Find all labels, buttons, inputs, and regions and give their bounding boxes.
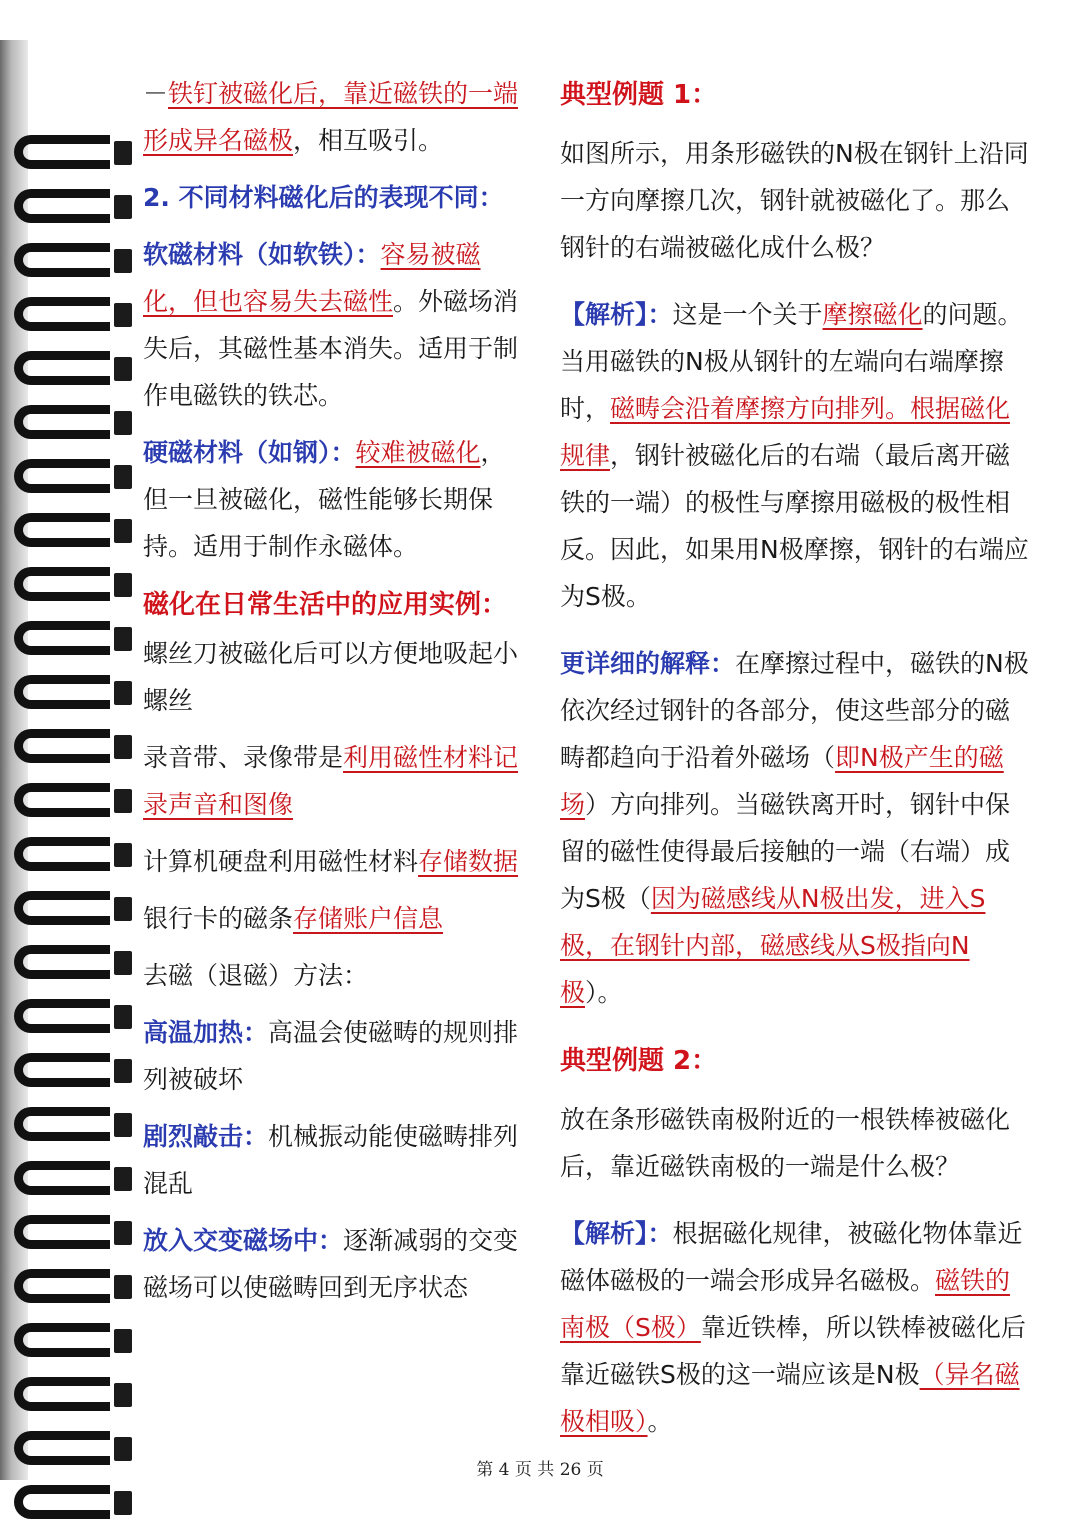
binding-ring (14, 351, 132, 385)
soft-label: 软磁材料（如软铁）： (143, 240, 381, 269)
ring-loop (14, 1053, 110, 1087)
ring-hole (114, 1113, 132, 1137)
binding-ring (14, 1107, 132, 1141)
ring-loop (14, 1215, 110, 1249)
binding-ring (14, 675, 132, 709)
ring-loop (14, 405, 110, 439)
binding-ring (14, 297, 132, 331)
ring-hole (114, 465, 132, 489)
binding-ring (14, 1215, 132, 1249)
ring-hole (114, 303, 132, 327)
ring-loop (14, 999, 110, 1033)
ring-hole (114, 573, 132, 597)
binding-ring (14, 621, 132, 655)
ring-hole (114, 789, 132, 813)
ring-hole (114, 141, 132, 165)
binding-ring (14, 243, 132, 277)
app-bank-card: 银行卡的磁条存储账户信息 (143, 904, 444, 933)
binding-ring (14, 513, 132, 547)
ring-hole (114, 627, 132, 651)
ring-hole (114, 519, 132, 543)
section-heading-materials: 2. 不同材料磁化后的表现不同： (143, 183, 504, 212)
binding-ring (14, 189, 132, 223)
hard-highlight: 较难被磁化 (355, 438, 481, 467)
ring-hole (114, 843, 132, 867)
soft-magnetic-material: 软磁材料（如软铁）：容易被磁化，但也容易失去磁性。外磁场消失后，其磁性基本消失。适用于制作电磁铁的铁芯。 (143, 240, 519, 410)
binding-ring (14, 1161, 132, 1195)
ring-loop (14, 1485, 110, 1519)
example-2-analysis: 【解析】：根据磁化规律，被磁化物体靠近磁体磁极的一端会形成异名磁极。磁铁的南极（S极）靠近铁棒，所以铁棒被磁化后靠近磁铁S极的这一端应该是N极（异名磁极相吸）。 (560, 1219, 1026, 1436)
ring-hole (114, 951, 132, 975)
binding-ring (14, 729, 132, 763)
ring-hole (114, 1275, 132, 1299)
ring-loop (14, 1323, 110, 1357)
method-heating: 高温加热：高温会使磁畴的规则排列被破坏 (143, 1018, 519, 1094)
ring-loop (14, 1161, 110, 1195)
binding-ring (14, 783, 132, 817)
hard-magnetic-material: 硬磁材料（如钢）：较难被磁化，但一旦被磁化，磁性能够长期保持。适用于制作永磁体。 (143, 438, 506, 561)
magnetized-nail-line: －铁钉被磁化后，靠近磁铁的一端形成异名磁极，相互吸引。 (143, 79, 519, 155)
app-screwdriver: 螺丝刀被磁化后可以方便地吸起小螺丝 (143, 639, 519, 715)
binding-ring (14, 405, 132, 439)
example-1-title: 典型例题 1： (560, 80, 718, 110)
ring-hole (114, 1329, 132, 1353)
binding-ring (14, 1269, 132, 1303)
ring-hole (114, 1491, 132, 1515)
ring-hole (114, 195, 132, 219)
binding-ring (14, 135, 132, 169)
ring-loop (14, 729, 110, 763)
applications-heading: 磁化在日常生活中的应用实例： (143, 590, 508, 620)
binding-ring (14, 1485, 132, 1519)
ring-hole (114, 1005, 132, 1029)
binding-ring (14, 837, 132, 871)
ring-hole (114, 735, 132, 759)
ring-loop (14, 1107, 110, 1141)
ring-hole (114, 681, 132, 705)
ring-loop (14, 135, 110, 169)
ring-hole (114, 357, 132, 381)
ring-hole (114, 1059, 132, 1083)
ring-hole (114, 897, 132, 921)
binding-ring (14, 999, 132, 1033)
ring-loop (14, 1377, 110, 1411)
binding-ring (14, 945, 132, 979)
example-2-title: 典型例题 2： (560, 1046, 718, 1076)
ring-loop (14, 891, 110, 925)
ring-hole (114, 1383, 132, 1407)
example-2-question: 放在条形磁铁南极附近的一根铁棒被磁化后，靠近磁铁南极的一端是什么极？ (560, 1105, 1011, 1181)
right-column (560, 70, 1030, 1445)
ring-loop (14, 459, 110, 493)
ring-loop (14, 351, 110, 385)
ring-loop (14, 783, 110, 817)
page-number-footer: 第 4 页 共 26 页 (476, 1460, 604, 1480)
ring-loop (14, 513, 110, 547)
ring-loop (14, 1269, 110, 1303)
spiral-binding (0, 40, 140, 1480)
ring-loop (14, 567, 110, 601)
binding-ring (14, 1053, 132, 1087)
ring-loop (14, 243, 110, 277)
example-1-question: 如图所示，用条形磁铁的N极在钢针上沿同一方向摩擦几次，钢针就被磁化了。那么钢针的右端被磁化成什么极？ (560, 139, 1029, 262)
highlight-opposite-pole: 铁钉被磁化后，靠近磁铁的一端形成异名磁极 (143, 79, 519, 155)
binding-ring (14, 891, 132, 925)
left-column (143, 70, 528, 1311)
binding-ring (14, 1377, 132, 1411)
hard-label: 硬磁材料（如钢）： (143, 438, 356, 467)
ring-hole (114, 1167, 132, 1191)
app-hard-disk: 计算机硬盘利用磁性材料存储数据 (143, 847, 519, 876)
ring-loop (14, 189, 110, 223)
ring-loop (14, 945, 110, 979)
ring-hole (114, 1221, 132, 1245)
binding-ring (14, 459, 132, 493)
binding-ring (14, 567, 132, 601)
example-1-analysis: 【解析】：这是一个关于摩擦磁化的问题。当用磁铁的N极从钢针的左端向右端摩擦时，磁畴会沿着摩擦方向排列。根据磁化规律，钢针被磁化后的右端（最后离开磁铁的一端）的极性与摩擦用磁极的极性相反。因此，如果用N极摩擦，钢针的右端应为S极。 (560, 300, 1029, 611)
detailed-explanation: 更详细的解释：在摩擦过程中，磁铁的N极依次经过钢针的各部分，使这些部分的磁畴都趋向于沿着外磁场（即N极产生的磁场）方向排列。当磁铁离开时，钢针中保留的磁性使得最后接触的一端（右端）成为S极（因为磁感线从N极出发，进入S极，在钢针内部，磁感线从S极指向N极）。 (560, 649, 1029, 1007)
ring-hole (114, 411, 132, 435)
ring-loop (14, 621, 110, 655)
app-tape: 录音带、录像带是利用磁性材料记录声音和图像 (143, 743, 519, 819)
soft-highlight: 容易被磁化，但也容易失去磁性 (143, 240, 481, 316)
demagnetize-heading: 去磁（退磁）方法： (143, 961, 369, 990)
ring-hole (114, 249, 132, 273)
binding-ring (14, 1323, 132, 1357)
method-ac-field: 放入交变磁场中：逐渐减弱的交变磁场可以使磁畴回到无序状态 (143, 1226, 519, 1302)
ring-loop (14, 297, 110, 331)
ring-loop (14, 837, 110, 871)
method-striking: 剧烈敲击：机械振动能使磁畴排列混乱 (143, 1122, 519, 1198)
ring-loop (14, 675, 110, 709)
